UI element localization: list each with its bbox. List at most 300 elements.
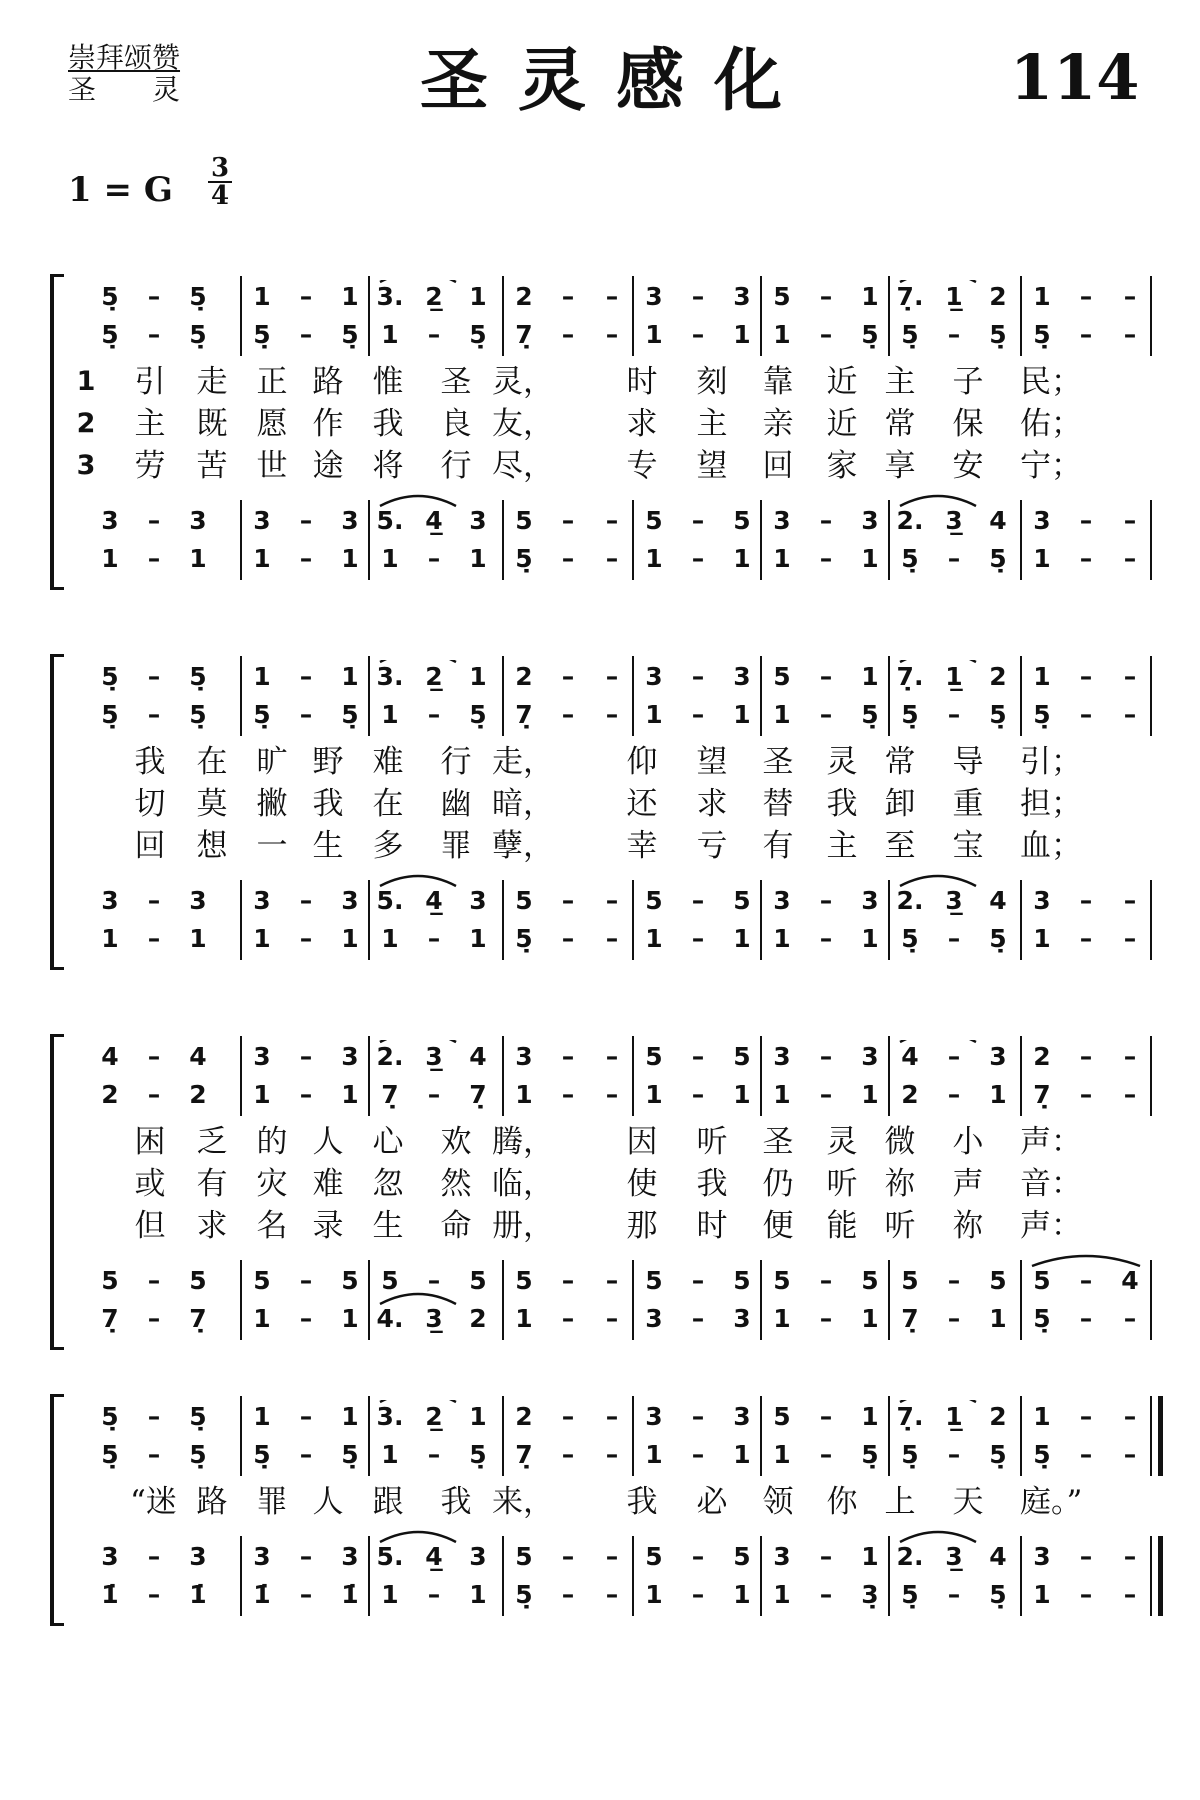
- note: 5̣: [101, 1402, 119, 1431]
- duration-dash: –: [1079, 1542, 1093, 1571]
- note: 3: [341, 886, 359, 915]
- note: 1: [341, 282, 359, 311]
- note: 5: [733, 1042, 751, 1071]
- duration-dash: –: [947, 544, 961, 573]
- duration-dash: –: [1123, 1440, 1137, 1469]
- note: 1: [1033, 544, 1051, 573]
- lyric-syllable: 册，: [492, 1208, 554, 1244]
- lyric-syllable: 求: [626, 406, 658, 442]
- lyric-syllable: 灾: [256, 1166, 288, 1202]
- note: 1: [773, 1440, 791, 1469]
- note: 2: [515, 1402, 533, 1431]
- duration-dash: –: [147, 1080, 161, 1109]
- duration-dash: –: [1123, 1402, 1137, 1431]
- duration-dash: –: [561, 282, 575, 311]
- note: 1: [645, 1080, 663, 1109]
- score-system: [0, 660, 1200, 966]
- lyric-syllable: 上: [884, 1484, 916, 1520]
- duration-dash: –: [147, 1580, 161, 1609]
- note: 5̣: [989, 544, 1007, 573]
- lyric-syllable: 一: [256, 828, 288, 864]
- note: 3: [733, 1402, 751, 1431]
- duration-dash: –: [299, 1042, 313, 1071]
- note: 5: [989, 1266, 1007, 1295]
- duration-dash: –: [947, 924, 961, 953]
- note: 1: [773, 320, 791, 349]
- duration-dash: –: [1079, 1080, 1093, 1109]
- note: 5: [469, 1266, 487, 1295]
- duration-dash: –: [1079, 320, 1093, 349]
- note: 5̣: [469, 320, 487, 349]
- duration-dash: –: [605, 700, 619, 729]
- note: 5̣: [341, 1440, 359, 1469]
- note: 5: [733, 886, 751, 915]
- duration-dash: –: [147, 320, 161, 349]
- slur-layer: [0, 1400, 1200, 1622]
- duration-dash: –: [605, 1402, 619, 1431]
- note: 5.: [376, 886, 404, 915]
- lyric-syllable: 跟: [372, 1484, 404, 1520]
- note: 5̣: [101, 662, 119, 691]
- duration-dash: –: [561, 1440, 575, 1469]
- lyric-syllable: 声：: [1020, 1208, 1082, 1244]
- lyric-syllable: 重: [952, 786, 984, 822]
- duration-dash: –: [299, 544, 313, 573]
- duration-dash: –: [605, 1266, 619, 1295]
- duration-dash: –: [1123, 700, 1137, 729]
- note: 5.: [376, 1542, 404, 1571]
- duration-dash: –: [1079, 1042, 1093, 1071]
- lyric-syllable: 担；: [1020, 786, 1082, 822]
- note: 7̣: [381, 1080, 399, 1109]
- lyric-syllable: 仰: [626, 744, 658, 780]
- note: 1: [101, 544, 119, 573]
- lyric-syllable: 难: [312, 1166, 344, 1202]
- note: 2.: [896, 886, 924, 915]
- duration-dash: –: [299, 886, 313, 915]
- duration-dash: –: [819, 282, 833, 311]
- duration-dash: –: [561, 1080, 575, 1109]
- duration-dash: –: [561, 1304, 575, 1333]
- duration-dash: –: [691, 320, 705, 349]
- note: 5̣: [515, 924, 533, 953]
- note: 5: [733, 1266, 751, 1295]
- note: 7̣: [515, 1440, 533, 1469]
- note: 5̣: [515, 544, 533, 573]
- slur-arc: [1032, 1256, 1140, 1266]
- note: 3: [773, 886, 791, 915]
- note: 5: [515, 506, 533, 535]
- slur-arc: [380, 496, 456, 506]
- duration-dash: –: [605, 544, 619, 573]
- duration-dash: –: [561, 1580, 575, 1609]
- duration-dash: –: [147, 506, 161, 535]
- lyric-syllable: 幸: [626, 828, 658, 864]
- lyric-syllable: 血；: [1020, 828, 1082, 864]
- note: 1: [989, 1080, 1007, 1109]
- note: 1: [469, 544, 487, 573]
- note: 1: [341, 662, 359, 691]
- note: 4: [989, 1542, 1007, 1571]
- duration-dash: –: [605, 320, 619, 349]
- note: 4: [989, 506, 1007, 535]
- duration-dash: –: [691, 1542, 705, 1571]
- note: 5̣: [469, 700, 487, 729]
- duration-dash: –: [605, 886, 619, 915]
- note: 3̣: [861, 1580, 879, 1609]
- duration-dash: –: [819, 1580, 833, 1609]
- lyric-syllable: 子: [952, 364, 984, 400]
- duration-dash: –: [605, 1304, 619, 1333]
- duration-dash: –: [1123, 1042, 1137, 1071]
- lyric-syllable: 腾，: [492, 1124, 554, 1160]
- lyric-syllable: 小: [952, 1124, 984, 1160]
- note: 4: [189, 1042, 207, 1071]
- duration-dash: –: [427, 700, 441, 729]
- lyric-syllable: 还: [626, 786, 658, 822]
- duration-dash: –: [691, 1266, 705, 1295]
- note: 3: [469, 886, 487, 915]
- lyric-syllable: 引；: [1020, 744, 1082, 780]
- note: 5: [861, 1266, 879, 1295]
- lyric-syllable: 靠: [762, 364, 794, 400]
- note: 1: [381, 544, 399, 573]
- slur-arc: [900, 1532, 976, 1542]
- note: 1: [469, 1580, 487, 1609]
- note: 3: [861, 886, 879, 915]
- lyric-syllable: 罪: [440, 828, 472, 864]
- note: 1: [989, 1304, 1007, 1333]
- note: 5̣: [901, 320, 919, 349]
- duration-dash: –: [147, 924, 161, 953]
- note: 5̣: [861, 320, 879, 349]
- duration-dash: –: [819, 924, 833, 953]
- duration-dash: –: [147, 700, 161, 729]
- duration-dash: –: [819, 1080, 833, 1109]
- lyric-syllable: 我: [440, 1484, 472, 1520]
- note: 1: [733, 1580, 751, 1609]
- note: 1: [1033, 282, 1051, 311]
- duration-dash: –: [947, 320, 961, 349]
- note: 5̣: [189, 1440, 207, 1469]
- duration-dash: –: [561, 506, 575, 535]
- note: 5: [773, 1402, 791, 1431]
- duration-dash: –: [819, 1440, 833, 1469]
- note: 1: [645, 1580, 663, 1609]
- duration-dash: –: [427, 924, 441, 953]
- note: 3̲: [945, 886, 963, 915]
- note: 1: [1033, 1402, 1051, 1431]
- note: 3: [733, 1304, 751, 1333]
- lyric-syllable: 声: [952, 1166, 984, 1202]
- lyric-syllable: 人: [312, 1124, 344, 1160]
- duration-dash: –: [1123, 320, 1137, 349]
- note: 3: [733, 282, 751, 311]
- duration-dash: –: [1079, 924, 1093, 953]
- note: 5̣: [341, 320, 359, 349]
- note: 1: [861, 1080, 879, 1109]
- duration-dash: –: [691, 506, 705, 535]
- lyric-syllable: 苦: [196, 448, 228, 484]
- note: 1: [1033, 924, 1051, 953]
- note: 5̣: [989, 924, 1007, 953]
- lyric-syllable: 听: [826, 1166, 858, 1202]
- duration-dash: –: [1079, 282, 1093, 311]
- slur-arc: [900, 876, 976, 886]
- note: 3̲: [945, 1542, 963, 1571]
- duration-dash: –: [561, 1042, 575, 1071]
- lyric-syllable: 临，: [492, 1166, 554, 1202]
- note: 1: [381, 1580, 399, 1609]
- duration-dash: –: [427, 544, 441, 573]
- note: 1: [189, 544, 207, 573]
- duration-dash: –: [299, 1080, 313, 1109]
- lyric-syllable: 走: [196, 364, 228, 400]
- duration-dash: –: [819, 1042, 833, 1071]
- duration-dash: –: [947, 1266, 961, 1295]
- duration-dash: –: [1123, 1080, 1137, 1109]
- note: 3: [469, 1542, 487, 1571]
- lyric-syllable: 替: [762, 786, 794, 822]
- note: 5: [515, 1542, 533, 1571]
- note: 2: [901, 1080, 919, 1109]
- lyric-syllable: 家: [826, 448, 858, 484]
- note: 5̣: [989, 700, 1007, 729]
- slur-layer: [0, 280, 1200, 586]
- category-name: 崇拜颂赞: [68, 41, 181, 74]
- lyric-syllable: 我: [134, 744, 166, 780]
- note: 3: [101, 1542, 119, 1571]
- duration-dash: –: [819, 1542, 833, 1571]
- note: 5̣: [469, 1440, 487, 1469]
- note: 1̲: [945, 1402, 963, 1431]
- lyric-syllable: 途: [312, 448, 344, 484]
- note: 1: [861, 282, 879, 311]
- lyric-syllable: 圣: [762, 1124, 794, 1160]
- duration-dash: –: [427, 1080, 441, 1109]
- lyric-syllable: 我: [696, 1166, 728, 1202]
- note: 4: [101, 1042, 119, 1071]
- note: 3: [989, 1042, 1007, 1071]
- verse-number: 1: [76, 366, 96, 397]
- note: 3̲: [425, 1304, 443, 1333]
- lyric-syllable: 行: [440, 448, 472, 484]
- slur-arc: [380, 1040, 456, 1042]
- note: 3: [101, 506, 119, 535]
- note: 1: [253, 662, 271, 691]
- lyric-syllable: 人: [312, 1484, 344, 1520]
- lyric-syllable: 乏: [196, 1124, 228, 1160]
- note: 7̣.: [896, 1402, 924, 1431]
- duration-dash: –: [819, 544, 833, 573]
- duration-dash: –: [691, 282, 705, 311]
- lyric-syllable: 想: [196, 828, 228, 864]
- duration-dash: –: [947, 1042, 961, 1071]
- note: 4̲: [425, 506, 443, 535]
- note: 3.: [376, 1402, 404, 1431]
- note: 5̣: [253, 700, 271, 729]
- lyric-syllable: 灵: [826, 1124, 858, 1160]
- lyric-syllable: 在: [196, 744, 228, 780]
- lyric-syllable: 作: [312, 406, 344, 442]
- note: 4̲: [425, 886, 443, 915]
- note: 3: [469, 506, 487, 535]
- slur-arc: [900, 496, 976, 506]
- note: 5̣: [189, 282, 207, 311]
- note: 1: [1033, 662, 1051, 691]
- lyric-syllable: 你: [826, 1484, 858, 1520]
- lyric-syllable: 求: [696, 786, 728, 822]
- duration-dash: –: [819, 320, 833, 349]
- note: 1: [469, 282, 487, 311]
- duration-dash: –: [691, 1580, 705, 1609]
- lyric-syllable: 既: [196, 406, 228, 442]
- note: 3: [645, 662, 663, 691]
- note: 5̣: [989, 320, 1007, 349]
- note: 1: [381, 924, 399, 953]
- note: 5̣: [515, 1580, 533, 1609]
- note: 5̣: [901, 1440, 919, 1469]
- note: 5: [901, 1266, 919, 1295]
- note: 2: [101, 1080, 119, 1109]
- note: 5̣: [101, 320, 119, 349]
- lyric-syllable: 罪: [256, 1484, 288, 1520]
- duration-dash: –: [605, 1042, 619, 1071]
- lyric-syllable: 主: [884, 364, 916, 400]
- lyric-syllable: 正: [256, 364, 288, 400]
- note: 1: [381, 700, 399, 729]
- note: 1̲: [945, 662, 963, 691]
- lyric-syllable: “迷: [130, 1484, 177, 1520]
- lyric-syllable: 主: [696, 406, 728, 442]
- note: 1: [645, 544, 663, 573]
- duration-dash: –: [299, 924, 313, 953]
- duration-dash: –: [299, 1402, 313, 1431]
- note: 2: [1033, 1042, 1051, 1071]
- duration-dash: –: [691, 1080, 705, 1109]
- note: 1: [733, 924, 751, 953]
- lyric-syllable: 微: [884, 1124, 916, 1160]
- note: 5: [773, 1266, 791, 1295]
- lyric-syllable: 在: [372, 786, 404, 822]
- note: 1: [861, 1304, 879, 1333]
- duration-dash: –: [561, 1402, 575, 1431]
- note: 1: [515, 1080, 533, 1109]
- duration-dash: –: [1123, 662, 1137, 691]
- lyric-syllable: 刻: [696, 364, 728, 400]
- lyric-syllable: 路: [196, 1484, 228, 1520]
- duration-dash: –: [605, 282, 619, 311]
- lyric-syllable: 宝: [952, 828, 984, 864]
- lyric-syllable: 宁；: [1020, 448, 1082, 484]
- lyric-syllable: 撇: [256, 786, 288, 822]
- slur-arc: [900, 660, 976, 662]
- note: 3: [773, 1042, 791, 1071]
- note: 3: [773, 506, 791, 535]
- slur-arc: [900, 1040, 976, 1042]
- duration-dash: –: [1079, 662, 1093, 691]
- note: 4̲: [425, 1542, 443, 1571]
- duration-dash: –: [561, 320, 575, 349]
- duration-dash: –: [947, 700, 961, 729]
- duration-dash: –: [561, 886, 575, 915]
- note: 1: [341, 1080, 359, 1109]
- duration-dash: –: [691, 1402, 705, 1431]
- slur-arc: [900, 280, 976, 282]
- lyric-syllable: 近: [826, 364, 858, 400]
- note: 3: [253, 506, 271, 535]
- duration-dash: –: [819, 506, 833, 535]
- lyric-syllable: 灵，: [492, 364, 554, 400]
- duration-dash: –: [427, 1580, 441, 1609]
- note: 3: [645, 282, 663, 311]
- duration-dash: –: [947, 1080, 961, 1109]
- lyric-syllable: 莫: [196, 786, 228, 822]
- note: 3: [189, 886, 207, 915]
- note: 3̲: [425, 1042, 443, 1071]
- hymn-number: 114: [1010, 41, 1140, 114]
- lyric-syllable: 路: [312, 364, 344, 400]
- lyric-syllable: 我: [626, 1484, 658, 1520]
- note: 2: [469, 1304, 487, 1333]
- duration-dash: –: [299, 1542, 313, 1571]
- note: 1: [773, 1080, 791, 1109]
- lyric-syllable: 我: [372, 406, 404, 442]
- lyric-syllable: 享: [884, 448, 916, 484]
- note: 1: [253, 1080, 271, 1109]
- note: 3: [253, 1042, 271, 1071]
- slur-arc: [380, 1532, 456, 1542]
- lyric-syllable: 便: [762, 1208, 794, 1244]
- duration-dash: –: [947, 1304, 961, 1333]
- note: 5: [773, 662, 791, 691]
- lyric-syllable: 来，: [492, 1484, 554, 1520]
- duration-dash: –: [299, 1266, 313, 1295]
- lyric-syllable: 我: [312, 786, 344, 822]
- lyric-syllable: 有: [762, 828, 794, 864]
- slur-arc: [380, 660, 456, 662]
- note: 5̣: [253, 1440, 271, 1469]
- duration-dash: –: [691, 886, 705, 915]
- note: 3: [1033, 1542, 1051, 1571]
- lyric-syllable: 世: [256, 448, 288, 484]
- note: 1: [645, 700, 663, 729]
- note: 2: [989, 662, 1007, 691]
- note: 1: [101, 924, 119, 953]
- duration-dash: –: [947, 1580, 961, 1609]
- category-label: [68, 42, 236, 106]
- duration-dash: –: [1079, 506, 1093, 535]
- lyric-syllable: 行: [440, 744, 472, 780]
- slur-arc: [380, 280, 456, 282]
- slur-arc: [380, 1400, 456, 1402]
- note: 1̇: [101, 1580, 119, 1609]
- note: 5: [733, 1542, 751, 1571]
- slur-arc: [380, 1294, 456, 1304]
- score-system: [0, 1040, 1200, 1346]
- duration-dash: –: [147, 662, 161, 691]
- note: 1: [861, 544, 879, 573]
- duration-dash: –: [561, 544, 575, 573]
- lyric-syllable: 困: [134, 1124, 166, 1160]
- duration-dash: –: [691, 544, 705, 573]
- note: 7̣: [469, 1080, 487, 1109]
- lyric-syllable: 尽，: [492, 448, 554, 484]
- lyric-syllable: 那: [626, 1208, 658, 1244]
- note: 1̇: [341, 1580, 359, 1609]
- duration-dash: –: [147, 282, 161, 311]
- lyric-syllable: 多: [372, 828, 404, 864]
